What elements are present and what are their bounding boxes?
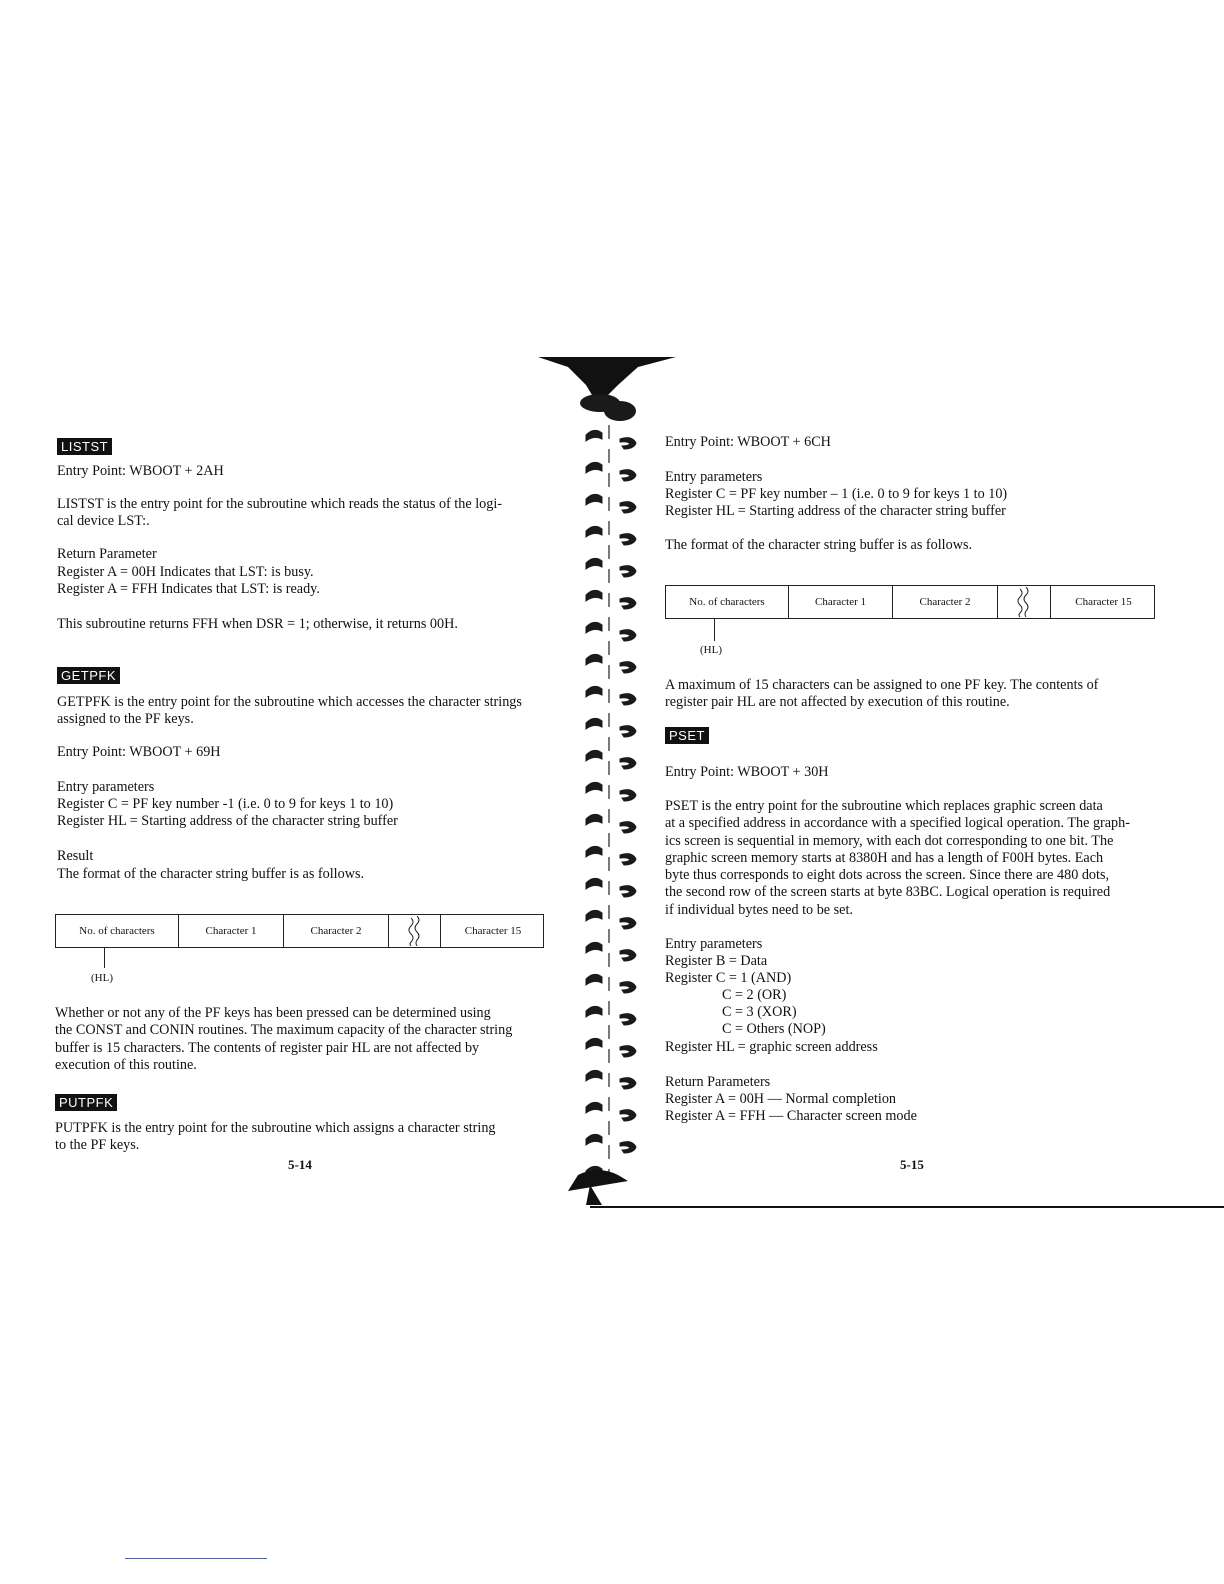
right-page	[650, 0, 1224, 1584]
listst-badge: LISTST	[57, 438, 112, 455]
getpfk-paragraph-line: Whether or not any of the PF keys has been pressed can be determined using	[55, 1005, 491, 1021]
break-squiggle-icon	[1014, 587, 1034, 617]
listst-entry-point: Entry Point: WBOOT + 2AH	[57, 463, 224, 479]
getpfk-params-heading: Entry parameters	[57, 779, 155, 795]
pset-entry-point: Entry Point: WBOOT + 30H	[665, 764, 829, 780]
pset-param-b: Register B = Data	[665, 953, 768, 969]
pset-description-line: at a specified address in accordance with a specified logical operation. The graph-	[665, 815, 1130, 832]
getpfk-param-line: Register HL = Starting address of the character string buffer	[57, 813, 398, 830]
putpfk-paragraph-line: register pair HL are not affected by execution of this routine.	[665, 694, 1010, 711]
page-bottom-rule	[590, 1206, 1224, 1208]
break-squiggle-icon	[405, 916, 425, 946]
listst-return-line: Register A = FFH Indicates that LST: is ready.	[57, 581, 320, 598]
hl-pointer-line	[104, 948, 105, 968]
page-number-right: 5-15	[900, 1157, 924, 1172]
hl-pointer-line	[714, 619, 715, 641]
listst-description	[57, 496, 502, 531]
putpfk-param-line: Register C = PF key number – 1 (i.e. 0 to 9 for keys 1 to 10)	[665, 486, 1008, 502]
buffer-cell-gap	[998, 586, 1051, 618]
buffer-cell-char2: Character 2	[893, 586, 998, 618]
putpfk-description-line: PUTPFK is the entry point for the subroutine which assigns a character string	[55, 1120, 496, 1136]
listst-return-heading: Return Parameter	[57, 546, 157, 562]
pset-return-heading: Return Parameters	[665, 1074, 771, 1090]
listst-description-line: cal device LST:.	[57, 513, 150, 530]
page-number-left: 5-14	[288, 1157, 312, 1172]
getpfk-paragraph	[55, 1005, 512, 1074]
getpfk-description	[57, 694, 522, 729]
getpfk-paragraph-line: execution of this routine.	[55, 1056, 197, 1073]
putpfk-format-text: The format of the character string buffer is as follows.	[665, 537, 973, 553]
getpfk-param-line: Register C = PF key number -1 (i.e. 0 to 9 for keys 1 to 10)	[57, 796, 394, 812]
getpfk-result-text: The format of the character string buffer is as follows.	[57, 866, 365, 882]
pset-description-line: byte thus corresponds to eight dots across the screen. Since there are 480 dots,	[665, 867, 1110, 884]
pset-description-line: if individual bytes need to be set.	[665, 901, 853, 918]
pset-param-c3: C = 3 (XOR)	[722, 1004, 797, 1020]
putpfk-buffer-diagram	[665, 585, 1155, 619]
pset-param-c4: C = Others (NOP)	[722, 1021, 826, 1037]
buffer-cell-char1: Character 1	[789, 586, 893, 618]
left-page	[0, 0, 570, 1584]
putpfk-paragraph	[665, 677, 1098, 712]
putpfk-param-line: Register HL = Starting address of the character string buffer	[665, 503, 1006, 520]
buffer-cell-count: No. of characters	[666, 586, 789, 618]
buffer-cell-char1: Character 1	[179, 915, 284, 947]
pset-params-heading: Entry parameters	[665, 936, 763, 952]
getpfk-params	[57, 796, 398, 831]
pset-description-line: graphic screen memory starts at 8380H and has a length of F00H bytes. Each	[665, 849, 1104, 866]
getpfk-description-line: GETPFK is the entry point for the subroutine which accesses the character strings	[57, 694, 522, 710]
pset-description-line: PSET is the entry point for the subroutine which replaces graphic screen data	[665, 798, 1103, 814]
putpfk-description	[55, 1120, 496, 1155]
pset-badge: PSET	[665, 727, 709, 744]
putpfk-description-line: to the PF keys.	[55, 1137, 140, 1154]
pset-description-line: ics screen is sequential in memory, with each dot corresponding to one bit. The	[665, 832, 1114, 849]
listst-return-lines	[57, 564, 320, 599]
pset-return-line: Register A = FFH — Character screen mode	[665, 1108, 917, 1125]
listst-note: This subroutine returns FFH when DSR = 1; otherwise, it returns 00H.	[57, 616, 458, 632]
getpfk-paragraph-line: the CONST and CONIN routines. The maximum capacity of the character string	[55, 1022, 513, 1039]
pset-return-lines	[665, 1091, 917, 1126]
getpfk-paragraph-line: buffer is 15 characters. The contents of register pair HL are not affected by	[55, 1039, 480, 1056]
pset-param-hl: Register HL = graphic screen address	[665, 1039, 878, 1055]
pset-param-c2: C = 2 (OR)	[722, 987, 787, 1003]
getpfk-result-heading: Result	[57, 848, 94, 864]
pset-description-line: the second row of the screen starts at byte 83BC. Logical operation is required	[665, 884, 1111, 901]
putpfk-entry-point: Entry Point: WBOOT + 6CH	[665, 434, 831, 450]
pset-return-line: Register A = 00H — Normal completion	[665, 1091, 897, 1107]
buffer-cell-gap	[389, 915, 441, 947]
hl-label: (HL)	[91, 972, 113, 984]
putpfk-badge: PUTPFK	[55, 1094, 117, 1111]
putpfk-paragraph-line: A maximum of 15 characters can be assigned to one PF key. The contents of	[665, 677, 1099, 693]
buffer-cell-char2: Character 2	[284, 915, 389, 947]
putpfk-params-heading: Entry parameters	[665, 469, 763, 485]
buffer-cell-count: No. of characters	[56, 915, 179, 947]
buffer-cell-char15: Character 15	[464, 925, 522, 937]
pset-param-c1: Register C = 1 (AND)	[665, 970, 792, 986]
buffer-cell-char15: Character 15	[1075, 596, 1132, 608]
getpfk-entry-point: Entry Point: WBOOT + 69H	[57, 744, 221, 760]
getpfk-description-line: assigned to the PF keys.	[57, 711, 194, 728]
pset-description	[665, 798, 1130, 919]
listst-description-line: LISTST is the entry point for the subroutine which reads the status of the logi-	[57, 496, 502, 512]
putpfk-params	[665, 486, 1007, 521]
getpfk-buffer-diagram	[55, 914, 544, 948]
hl-label: (HL)	[700, 644, 722, 656]
listst-return-line: Register A = 00H Indicates that LST: is busy.	[57, 564, 314, 580]
footer-underline	[125, 1558, 267, 1559]
getpfk-badge: GETPFK	[57, 667, 120, 684]
